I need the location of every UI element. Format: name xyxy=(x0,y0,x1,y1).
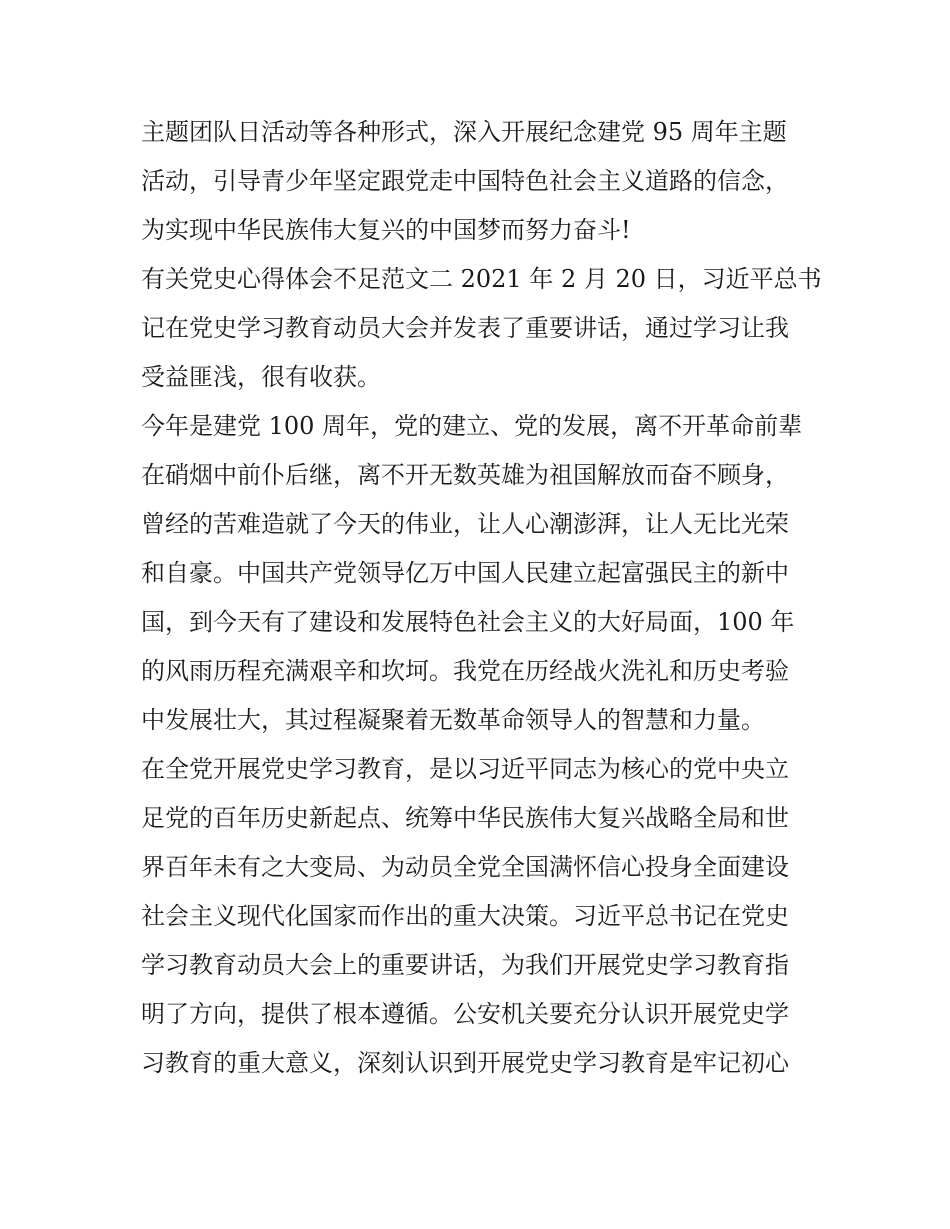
text-line: 在硝烟中前仆后继，离不开无数英雄为祖国解放而奋不顾身， xyxy=(141,461,789,489)
body-text xyxy=(141,108,821,1088)
text-line: 和自豪。中国共产党领导亿万中国人民建立起富强民主的新中 xyxy=(141,559,789,587)
text-line: 曾经的苦难造就了今天的伟业，让人心潮澎湃，让人无比光荣 xyxy=(141,510,789,538)
text-line: 学习教育动员大会上的重要讲话，为我们开展党史学习教育指 xyxy=(141,951,789,979)
text-line: 活动，引导青少年坚定跟党走中国特色社会主义道路的信念， xyxy=(141,167,789,195)
text-line: 有关党史心得体会不足范文二 2021 年 2 月 20 日，习近平总书 xyxy=(141,265,822,293)
text-line: 习教育的重大意义，深刻认识到开展党史学习教育是牢记初心 xyxy=(141,1049,789,1077)
text-line: 国，到今天有了建设和发展特色社会主义的大好局面，100 年 xyxy=(141,608,795,636)
text-line: 界百年未有之大变局、为动员全党全国满怀信心投身全面建设 xyxy=(141,853,789,881)
text-line: 今年是建党 100 周年，党的建立、党的发展，离不开革命前辈 xyxy=(141,412,803,440)
text-line: 为实现中华民族伟大复兴的中国梦而努力奋斗! xyxy=(141,216,631,244)
text-line: 主题团队日活动等各种形式，深入开展纪念建党 95 周年主题 xyxy=(141,118,787,146)
text-line: 受益匪浅，很有收获。 xyxy=(141,363,381,391)
text-line: 在全党开展党史学习教育，是以习近平同志为核心的党中央立 xyxy=(141,755,789,783)
text-line: 明了方向，提供了根本遵循。公安机关要充分认识开展党史学 xyxy=(141,1000,789,1028)
text-line: 的风雨历程充满艰辛和坎坷。我党在历经战火洗礼和历史考验 xyxy=(141,657,789,685)
text-line: 中发展壮大，其过程凝聚着无数革命领导人的智慧和力量。 xyxy=(141,706,765,734)
text-line: 记在党史学习教育动员大会并发表了重要讲话，通过学习让我 xyxy=(141,314,789,342)
text-line: 社会主义现代化国家而作出的重大决策。习近平总书记在党史 xyxy=(141,902,789,930)
text-line: 足党的百年历史新起点、统筹中华民族伟大复兴战略全局和世 xyxy=(141,804,789,832)
